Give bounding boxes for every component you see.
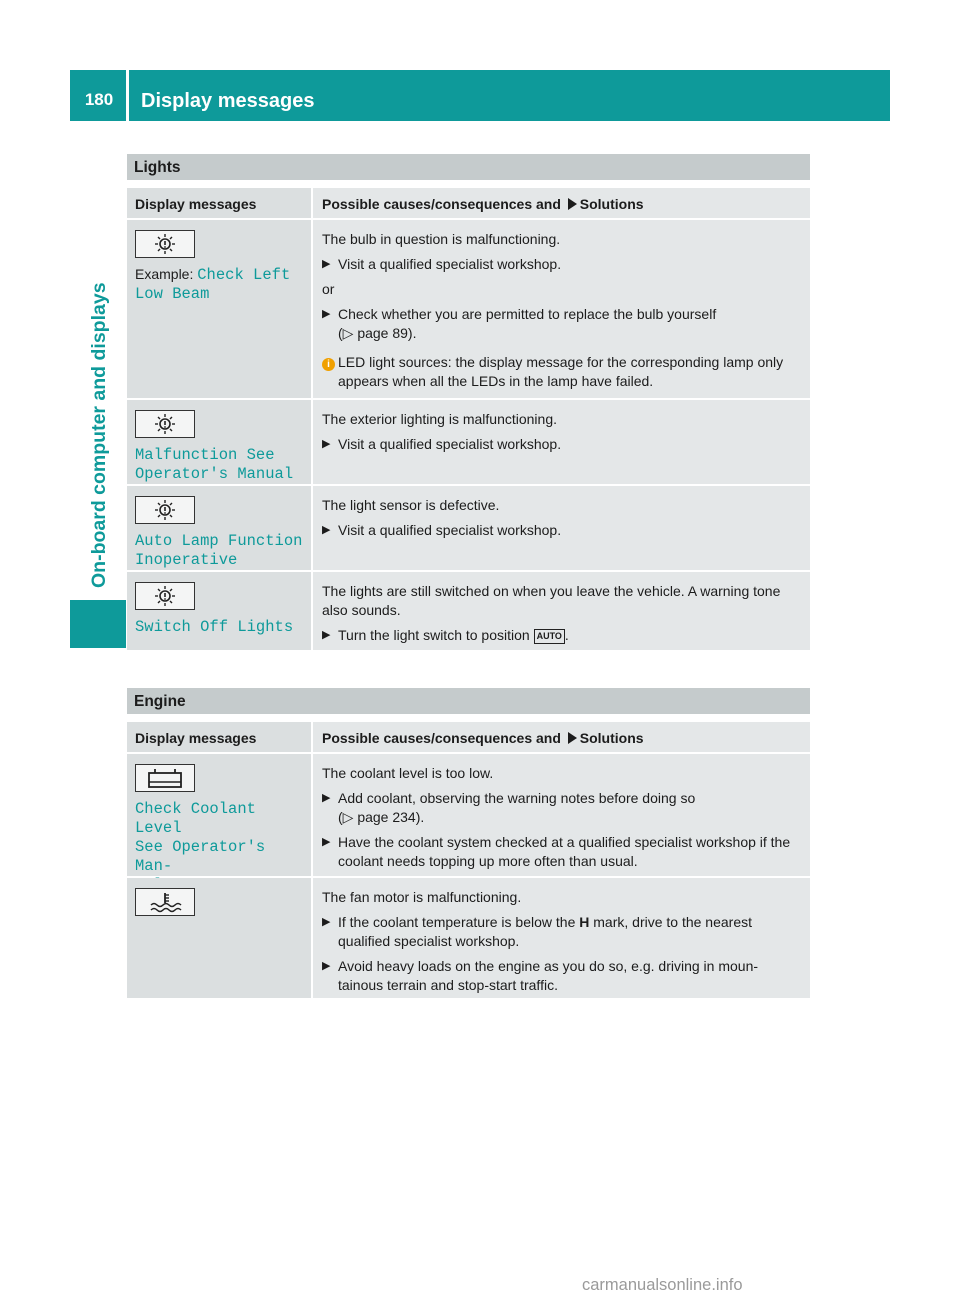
display-message-text: Operator's Manual <box>135 465 294 483</box>
solution-step <box>322 957 802 995</box>
display-message-text: Check Coolant Level <box>135 800 256 837</box>
page-reference-link[interactable]: (▷ page 234). <box>338 809 425 825</box>
header-separator <box>126 70 129 121</box>
step-arrow-icon: ▶ <box>322 960 331 972</box>
page-reference-link[interactable]: (▷ page 89). <box>338 325 417 341</box>
lamp-malfunction-icon <box>135 496 195 524</box>
step-text-a: Turn the light switch to position <box>338 627 530 643</box>
section-title-lights: Lights <box>127 154 810 180</box>
lamp-malfunction-icon <box>135 582 195 610</box>
display-message-cell <box>127 486 311 570</box>
col-header-causes <box>311 722 810 752</box>
lamp-malfunction-icon <box>135 410 195 438</box>
table-row <box>127 486 810 572</box>
or-text: or <box>322 281 335 297</box>
lamp-malfunction-icon <box>135 230 195 258</box>
display-message-cell <box>127 878 311 998</box>
display-message-text: Low Beam <box>135 285 210 303</box>
solution-step <box>322 833 802 871</box>
page-number: 180 <box>84 90 114 109</box>
solution-step <box>322 789 802 827</box>
display-message-cell <box>127 220 311 398</box>
display-message-cell <box>127 572 311 650</box>
solution-step <box>322 626 802 645</box>
cause-text: The fan motor is malfunctioning. <box>322 889 522 905</box>
step-arrow-icon: ▶ <box>322 792 331 804</box>
col-header-causes <box>311 188 810 218</box>
solution-step <box>322 913 802 951</box>
step-arrow-icon: ▶ <box>322 836 331 848</box>
table-row <box>127 400 810 486</box>
solution-arrow-icon <box>568 198 577 210</box>
col-header-solutions-text: Solutions <box>579 730 644 746</box>
cause-text: The exterior lighting is malfunctioning. <box>322 411 558 427</box>
col-header-display-messages: Display messages <box>127 722 311 752</box>
step-text-a: If the coolant temperature is below the <box>338 914 580 930</box>
step-arrow-icon: ▶ <box>322 916 331 928</box>
step-text <box>338 305 716 343</box>
display-message-text: Inoperative <box>135 551 238 569</box>
step-text: Turn the light switch to position AUTO . <box>338 627 569 643</box>
step-text: Have the coolant system checked at a qualified specialist workshop if the coolant needs topping up more often than usual. <box>338 834 791 869</box>
step-text: Visit a qualified specialist workshop. <box>338 436 562 452</box>
auto-position-icon: AUTO <box>534 629 565 644</box>
cause-text: The bulb in question is malfunctioning. <box>322 231 561 247</box>
step-arrow-icon: ▶ <box>322 258 331 270</box>
causes-cell <box>311 878 810 998</box>
solution-step <box>322 255 802 274</box>
col-header-causes-text: Possible causes/consequences and <box>322 196 561 212</box>
step-arrow-icon: ▶ <box>322 524 331 536</box>
display-message-cell <box>127 400 311 484</box>
solution-step <box>322 435 802 454</box>
solution-arrow-icon <box>568 732 577 744</box>
causes-cell <box>311 400 810 484</box>
cause-text: The lights are still switched on when you leave the vehicle. A warning tone also sounds. <box>322 583 781 618</box>
table-row <box>127 754 810 878</box>
col-header-solutions-text: Solutions <box>579 196 644 212</box>
engine-table-header <box>127 722 810 754</box>
side-tab-label: On-board computer and displays <box>88 282 110 588</box>
solution-step <box>322 305 802 343</box>
info-icon: i <box>322 353 338 391</box>
step-text: Visit a qualified specialist workshop. <box>338 256 562 272</box>
table-row <box>127 220 810 400</box>
col-header-display-messages: Display messages <box>127 188 311 218</box>
page-title: Display messages <box>141 90 315 112</box>
cause-text: The light sensor is defective. <box>322 497 500 513</box>
step-text <box>338 789 695 827</box>
causes-cell <box>311 572 810 650</box>
causes-cell <box>311 486 810 570</box>
step-text: Visit a qualified specialist workshop. <box>338 522 562 538</box>
cause-text: The coolant level is too low. <box>322 765 494 781</box>
info-note <box>322 353 802 391</box>
table-row <box>127 572 810 652</box>
step-text <box>338 913 802 951</box>
step-text-a: Add coolant, observing the warning notes before doing so <box>338 790 696 806</box>
coolant-level-icon <box>135 764 195 792</box>
table-row <box>127 878 810 1000</box>
causes-cell <box>311 220 810 398</box>
step-arrow-icon: ▶ <box>322 308 331 320</box>
step-text: Avoid heavy loads on the engine as you do so, e.g. driving in moun‐ tainous terrain and stop-start traffic. <box>338 958 759 993</box>
step-arrow-icon: ▶ <box>322 629 331 641</box>
engine-section <box>127 688 810 1000</box>
example-label: Example: <box>135 266 198 282</box>
lights-section <box>127 154 810 652</box>
display-message-text: Malfunction See <box>135 446 275 464</box>
display-message-text: Check Left <box>197 266 291 284</box>
causes-cell <box>311 754 810 876</box>
lights-table-header <box>127 188 810 220</box>
display-message-cell <box>127 754 311 876</box>
col-header-causes-text: Possible causes/consequences and <box>322 730 561 746</box>
watermark: carmanualsonline.info <box>582 1276 743 1294</box>
h-mark-text: H <box>579 914 590 930</box>
display-message-text: Switch Off Lights <box>135 618 294 636</box>
step-arrow-icon: ▶ <box>322 438 331 450</box>
coolant-temperature-icon <box>135 888 195 916</box>
side-tab-marker <box>70 600 126 648</box>
display-message-text: Auto Lamp Function <box>135 532 303 550</box>
section-title-engine: Engine <box>127 688 810 714</box>
display-message-text: See Operator's Man‐ <box>135 838 266 875</box>
step-text-b: mark, drive to the nearest qualified specialist workshop. <box>338 914 753 949</box>
solution-step <box>322 521 802 540</box>
step-text-a: Check whether you are permitted to replace the bulb yourself <box>338 306 717 322</box>
info-text: LED light sources: the display message for the corresponding lamp only appears when all the LEDs in the lamp have failed. <box>338 354 784 389</box>
